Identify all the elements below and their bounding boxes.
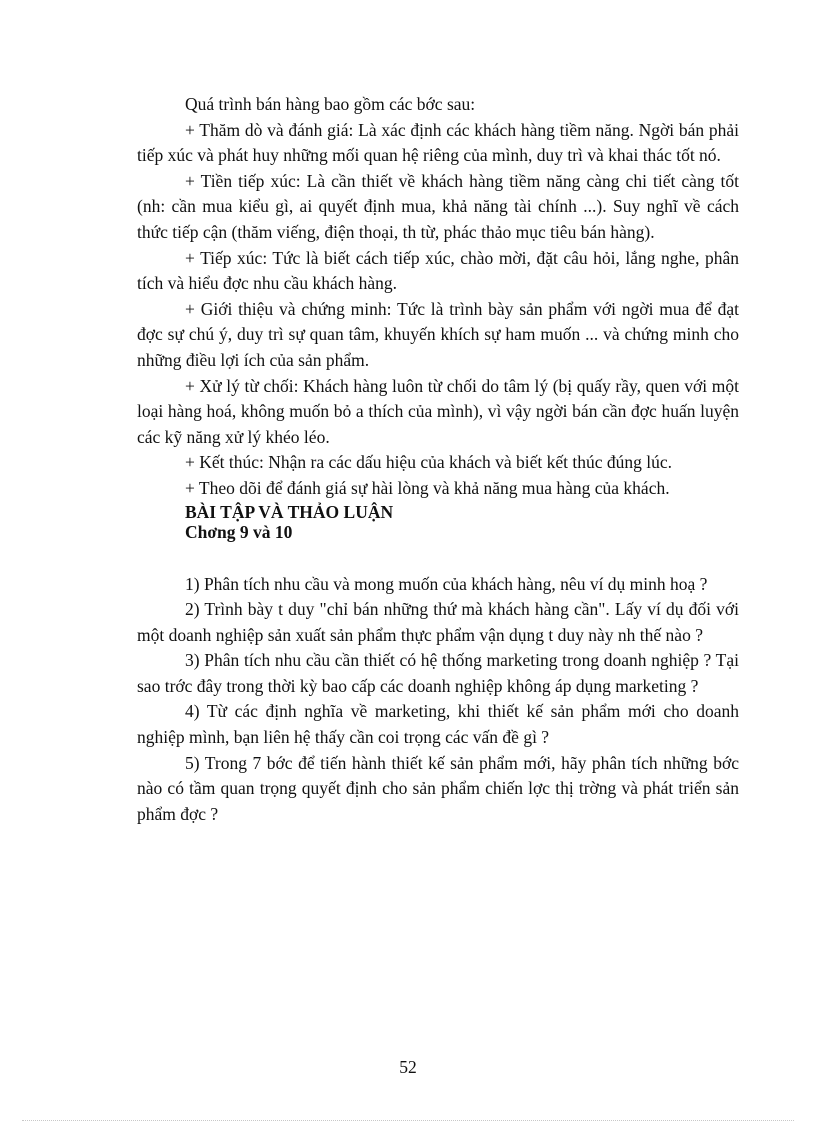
section-title: BÀI TẬP VÀ THẢO LUẬN — [185, 501, 394, 522]
question-4: 4) Từ các định nghĩa về marketing, khi thiết kế sản phẩm mới cho doanh nghiệp mình, bạn liên hệ thấy cần coi trọng các vấn đề gì ? — [137, 701, 739, 748]
paragraph-prospecting: + Thăm dò và đánh giá: Là xác định các khách hàng tiềm năng. Ngời bán phải tiếp xúc và phát huy những mối quan hệ riêng của mình, duy trì và khai thác tốt nó. — [137, 119, 739, 166]
page-body — [137, 92, 739, 827]
question-2: 2) Trình bày t duy "chỉ bán những thứ mà khách hàng cần". Lấy ví dụ đối với một doanh nghiệp sản xuất sản phẩm thực phẩm vận dụng t duy này nh thế nào ? — [137, 599, 739, 645]
paragraph-closing: + Kết thúc: Nhận ra các dấu hiệu của khách và biết kết thúc đúng lúc. — [185, 452, 673, 473]
section-subtitle: Chơng 9 và 10 — [185, 521, 293, 542]
question-5: 5) Trong 7 bớc để tiến hành thiết kế sản phẩm mới, hãy phân tích những bớc nào có tầm quan trọng quyết định cho sản phẩm chiến lợc thị trờng và phát triển sản phẩm đợc ? — [137, 752, 739, 824]
question-3: 3) Phân tích nhu cầu cần thiết có hệ thống marketing trong doanh nghiệp ? Tại sao trớc đây trong thời kỳ bao cấp các doanh nghiệp không áp dụng marketing ? — [137, 650, 739, 696]
bottom-divider — [22, 1120, 794, 1121]
paragraph-pre-approach: + Tiền tiếp xúc: Là cần thiết về khách hàng tiềm năng càng chi tiết càng tốt (nh: cần mua kiểu gì, ai quyết định mua, khả năng tài chính ...). Suy nghĩ về cách thức tiếp cận (thăm viếng, điện thoại, th từ, phác thảo mục tiêu bán hàng). — [137, 170, 739, 242]
question-1: 1) Phân tích nhu cầu và mong muốn của khách hàng, nêu ví dụ minh hoạ ? — [185, 573, 708, 594]
paragraph-objections: + Xử lý từ chối: Khách hàng luôn từ chối do tâm lý (bị quấy rầy, quen với một loại hàng hoá, không muốn bỏ a thích của mình), vì vậy ngời bán cần đợc huấn luyện các kỹ năng xử lý khéo léo. — [137, 375, 739, 447]
paragraph-follow-up: + Theo dõi để đánh giá sự hài lòng và khả năng mua hàng của khách. — [185, 477, 670, 498]
page-number: 52 — [399, 1057, 417, 1077]
paragraph-presentation: + Giới thiệu và chứng minh: Tức là trình bày sản phẩm với ngời mua để đạt đợc sự chú ý, duy trì sự quan tâm, khuyến khích sự ham muốn ... và chứng minh cho những điều lợi ích của sản phẩm. — [137, 298, 739, 370]
paragraph-approach: + Tiếp xúc: Tức là biết cách tiếp xúc, chào mời, đặt câu hỏi, lắng nghe, phân tích và hiểu đợc nhu cầu khách hàng. — [137, 247, 739, 294]
paragraph-intro: Quá trình bán hàng bao gồm các bớc sau: — [185, 94, 476, 114]
section-spacer — [137, 542, 739, 572]
